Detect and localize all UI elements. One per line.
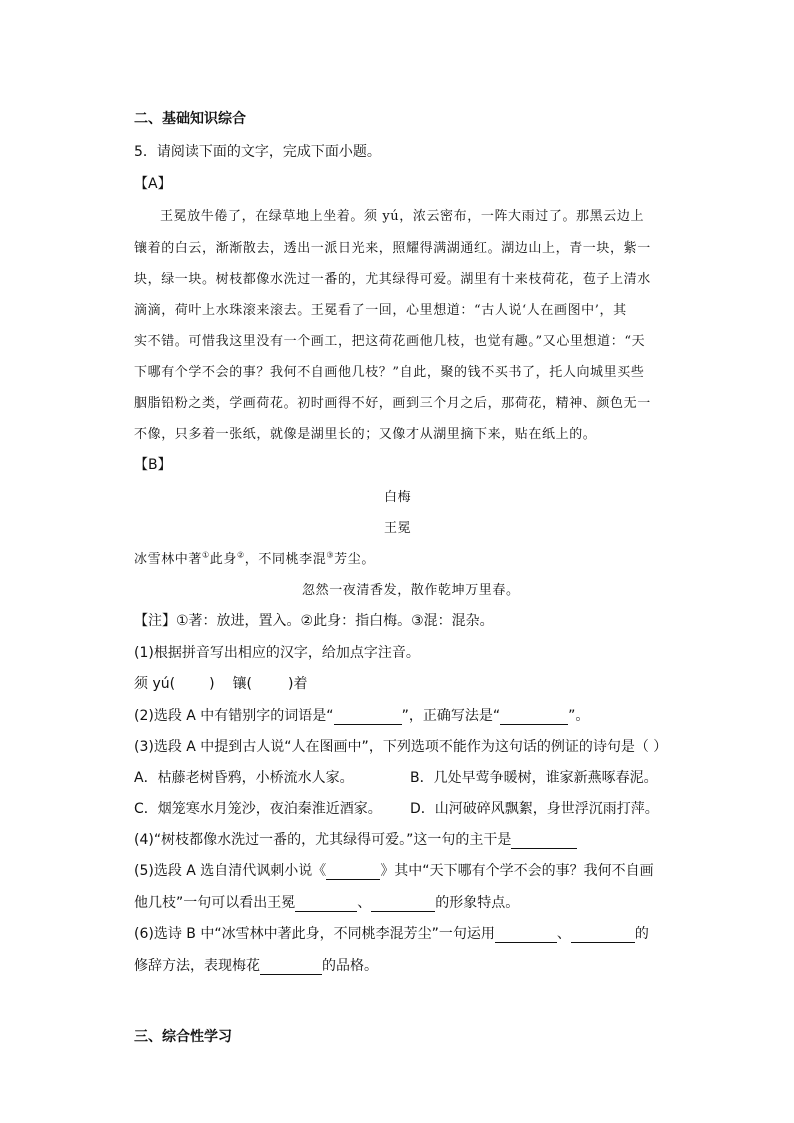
answer-blank[interactable] — [334, 708, 402, 725]
option-b[interactable]: B．几处早莺争暖树，谁家新燕啄春泥。 — [410, 770, 658, 786]
passage-a-line: 胭脂铅粉之类，学画荷花。初时画得不好，画到三个月之后，那荷花，精神、颜色无一 — [134, 396, 651, 411]
poem-line-1: 冰雪林中著①此身②，不同桃李混③芳尘。 — [134, 550, 375, 567]
section-title-basic-knowledge: 二、基础知识综合 — [134, 111, 246, 127]
section-title-comprehensive-learning: 三、综合性学习 — [134, 1029, 232, 1045]
passage-a-line: 下哪有个学不会的事？我何不自画他几枝？”自此，聚的钱不买书了，托人向城里买些 — [134, 365, 645, 380]
footnote-marker-3: ③ — [326, 550, 335, 560]
sub-question-4: (4)“树枝都像水洗过一番的，尤其绿得可爱。”这一句的主干是 — [134, 829, 577, 849]
answer-blank[interactable] — [326, 863, 380, 880]
option-d[interactable]: D．山河破碎风飘絮，身世浮沉雨打萍。 — [410, 801, 659, 817]
footnote-marker-2: ② — [237, 550, 245, 560]
passage-a-line: 块，绿一块。树枝都像水洗过一番的，尤其绿得可爱。湖里有十来枝荷花，苞子上清水 — [134, 272, 651, 287]
answer-blank[interactable] — [511, 832, 577, 849]
passage-a-line: 镶着的白云，渐渐散去，透出一派日光来，照耀得满湖通红。湖边山上，青一块，紫一 — [134, 241, 651, 256]
sub-question-1-blanks: 须 yú( ) 镶( )着 — [134, 676, 308, 692]
question-5-intro: 5．请阅读下面的文字，完成下面小题。 — [134, 144, 381, 160]
poem-title: 白梅 — [384, 490, 412, 505]
sub-question-6-line-2: 修辞方法，表现梅花 的品格。 — [134, 958, 378, 974]
answer-blank[interactable] — [495, 926, 557, 943]
annotation-note: 【注】①著：放进，置入。②此身：指白梅。③混：混杂。 — [134, 613, 494, 629]
passage-a-line: 王冕放牛倦了，在绿草地上坐着。须 yú，浓云密布，一阵大雨过了。那黑云边上 — [160, 209, 645, 224]
option-a[interactable]: A．枯藤老树昏鸦，小桥流水人家。 — [134, 770, 354, 786]
sub-question-3: (3)选段 A 中提到古人说“人在图画中”，下列选项不能作为这句话的例证的诗句是（ ） — [134, 739, 668, 755]
passage-a-label: 【A】 — [134, 176, 172, 192]
answer-blank[interactable] — [371, 895, 435, 912]
footnote-marker-1: ① — [202, 550, 210, 560]
option-c[interactable]: C．烟笼寒水月笼沙，夜泊秦淮近酒家。 — [134, 801, 382, 817]
sub-question-6-line-1: (6)选诗 B 中“冰雪林中著此身，不同桃李混芳尘”一句运用 、 的 — [134, 926, 649, 942]
answer-blank[interactable] — [260, 958, 322, 975]
sub-question-2: (2)选段 A 中有错别字的词语是“ ”，正确写法是“ ”。 — [134, 708, 590, 724]
passage-b-label: 【B】 — [134, 457, 172, 473]
sub-question-1: (1)根据拼音写出相应的汉字，给加点字注音。 — [134, 645, 420, 661]
passage-a-line: 不像，只多着一张纸，就像是湖里长的；又像才从湖里摘下来，贴在纸上的。 — [134, 427, 597, 442]
answer-blank[interactable] — [500, 708, 568, 725]
poem-line-2: 忽然一夜清香发，散作乾坤万里春。 — [302, 583, 520, 598]
poem-author: 王冕 — [384, 521, 412, 536]
sub-question-5-line-2: 他几枝”一句可以看出王冕 、 的形象特点。 — [134, 895, 520, 911]
answer-blank[interactable] — [295, 895, 357, 912]
passage-a-line: 滴滴，荷叶上水珠滚来滚去。王冕看了一回，心里想道：“古人说‘人在画图中’，其 — [134, 303, 627, 318]
passage-a-line: 实不错。可惜我这里没有一个画工，把这荷花画他几枝，也觉有趣。”又心里想道：“天 — [134, 334, 646, 349]
sub-question-5-line-1: (5)选段 A 选自清代讽刺小说《 》其中“天下哪有个学不会的事？我何不自画 — [134, 863, 654, 879]
answer-blank[interactable] — [571, 926, 635, 943]
